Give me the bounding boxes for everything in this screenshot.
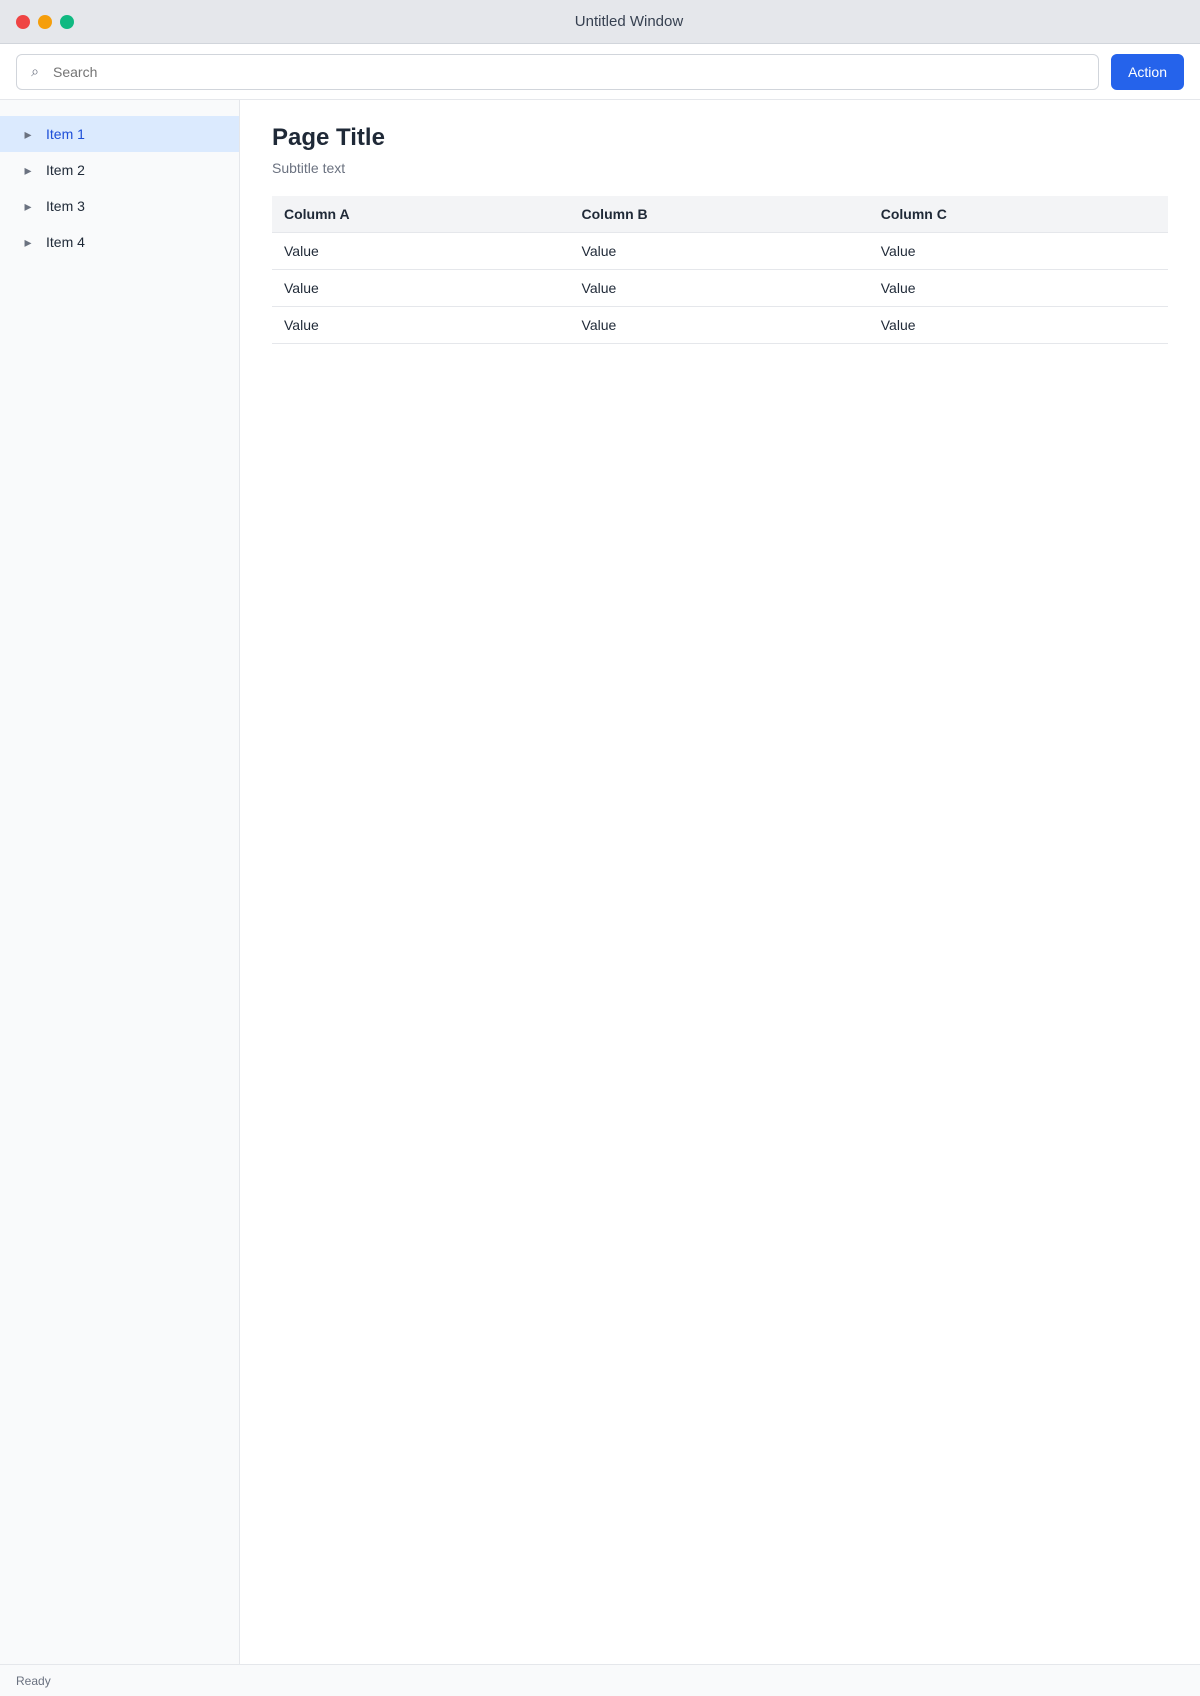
title-bar [0, 0, 1200, 44]
status-bar: Ready [0, 1664, 1200, 1696]
content-area [0, 100, 1200, 1664]
table-cell: Value [570, 270, 869, 307]
column-header[interactable]: Column B [570, 196, 869, 233]
page-subtitle: Subtitle text [272, 160, 346, 176]
table-row[interactable] [272, 233, 1168, 270]
table-cell: Value [869, 307, 1168, 344]
table-cell: Value [272, 307, 570, 344]
table-row[interactable] [272, 270, 1168, 307]
window-title: Untitled Window [574, 13, 684, 30]
folder-icon: ▸ [24, 161, 32, 178]
page-title: Page Title [272, 124, 385, 151]
sidebar-item-4[interactable] [0, 224, 239, 260]
window-controls [16, 15, 74, 29]
table-cell: Value [570, 233, 869, 270]
sidebar-item-1[interactable] [0, 116, 239, 152]
table-cell: Value [869, 270, 1168, 307]
sidebar [0, 100, 240, 1664]
sidebar-item-3[interactable] [0, 188, 239, 224]
table-row[interactable] [272, 307, 1168, 344]
close-window-button[interactable] [16, 15, 30, 29]
table-header-row [272, 196, 1168, 233]
column-header[interactable]: Column A [272, 196, 570, 233]
search-icon: ⌕ [31, 63, 39, 79]
sidebar-item-label: Item 1 [46, 126, 85, 142]
folder-icon: ▸ [24, 125, 32, 142]
table-cell: Value [869, 233, 1168, 270]
table-cell: Value [570, 307, 869, 344]
table-cell: Value [272, 233, 570, 270]
sidebar-item-2[interactable] [0, 152, 239, 188]
data-table [272, 196, 1168, 344]
main-panel [240, 100, 1200, 1664]
sidebar-item-label: Item 3 [46, 198, 85, 214]
folder-icon: ▸ [24, 197, 32, 214]
sidebar-item-label: Item 2 [46, 162, 85, 178]
sidebar-item-label: Item 4 [46, 234, 85, 250]
primary-action-button[interactable]: Action [1111, 54, 1184, 90]
minimize-window-button[interactable] [38, 15, 52, 29]
column-header[interactable]: Column C [869, 196, 1168, 233]
search-input[interactable] [51, 63, 1088, 81]
toolbar [0, 44, 1200, 100]
table-cell: Value [272, 270, 570, 307]
folder-icon: ▸ [24, 233, 32, 250]
maximize-window-button[interactable] [60, 15, 74, 29]
search-box[interactable] [16, 54, 1099, 90]
